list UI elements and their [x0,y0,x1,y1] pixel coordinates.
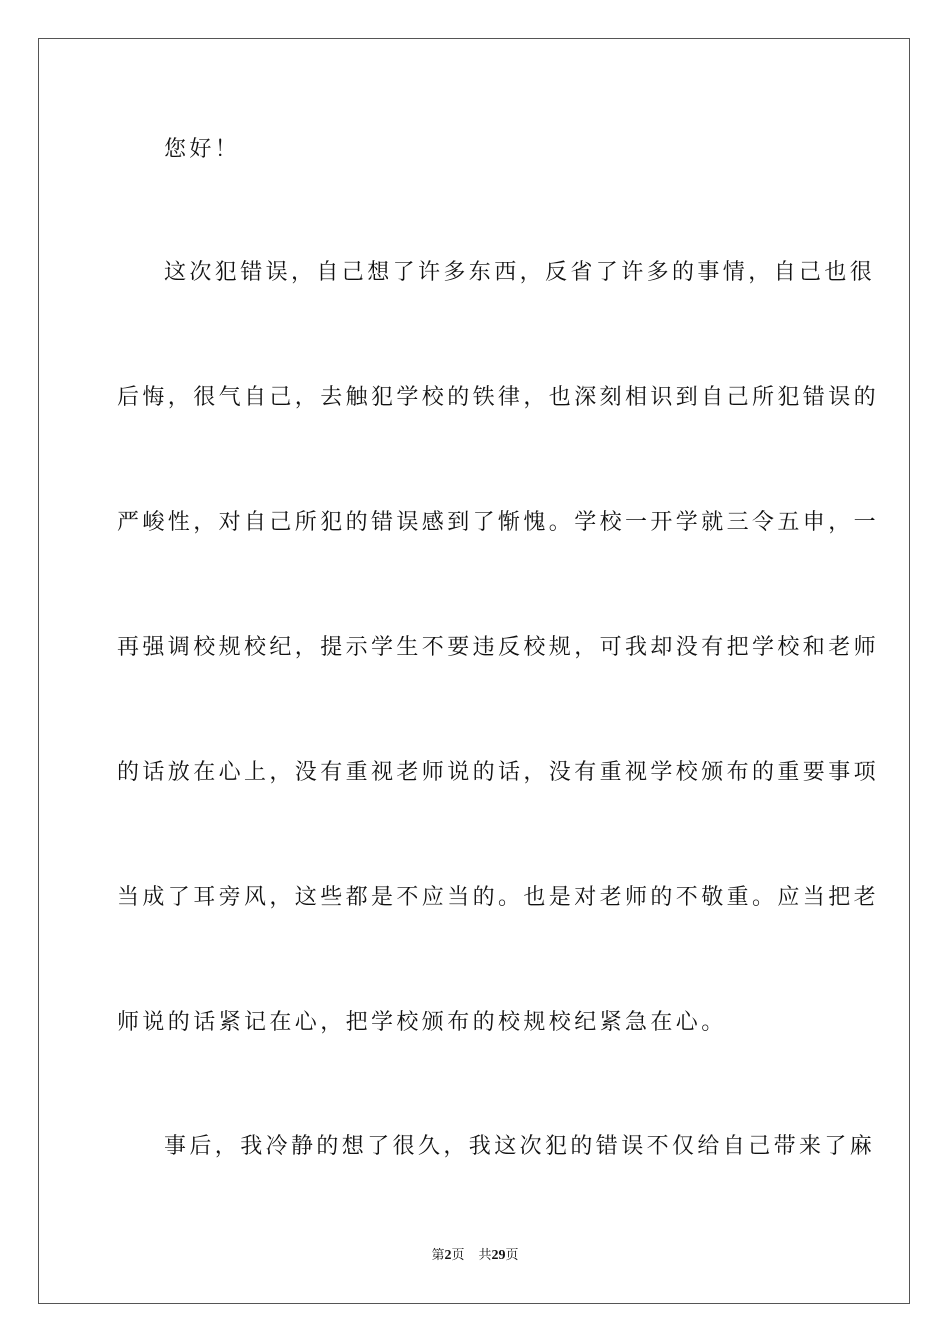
total-prefix: 共 [478,1248,492,1263]
paragraph-line: 师说的话紧记在心，把学校颁布的校规校纪紧急在心。 [117,1010,727,1035]
page-frame [38,38,910,1304]
page-suffix: 页 [451,1248,465,1263]
paragraph-line: 这次犯错误，自己想了许多东西，反省了许多的事情，自己也很 [164,260,876,285]
paragraph-line: 后悔，很气自己，去触犯学校的铁律，也深刻相识到自己所犯错误的 [117,385,880,410]
paragraph-line: 再强调校规校纪，提示学生不要违反校规，可我却没有把学校和老师 [117,635,880,660]
greeting-line: 您好！ [164,137,241,162]
total-pages: 29 [491,1248,506,1263]
total-suffix: 页 [505,1248,519,1263]
paragraph-line: 严峻性，对自己所犯的错误感到了惭愧。学校一开学就三令五申，一 [117,510,880,535]
paragraph-line: 事后，我冷静的想了很久，我这次犯的错误不仅给自己带来了麻 [164,1134,876,1159]
page-footer [0,1247,950,1265]
page-prefix: 第 [431,1248,445,1263]
paragraph-line: 当成了耳旁风，这些都是不应当的。也是对老师的不敬重。应当把老 [117,885,880,910]
paragraph-line: 的话放在心上，没有重视老师说的话，没有重视学校颁布的重要事项 [117,760,880,785]
page-number: 2 [444,1248,452,1263]
